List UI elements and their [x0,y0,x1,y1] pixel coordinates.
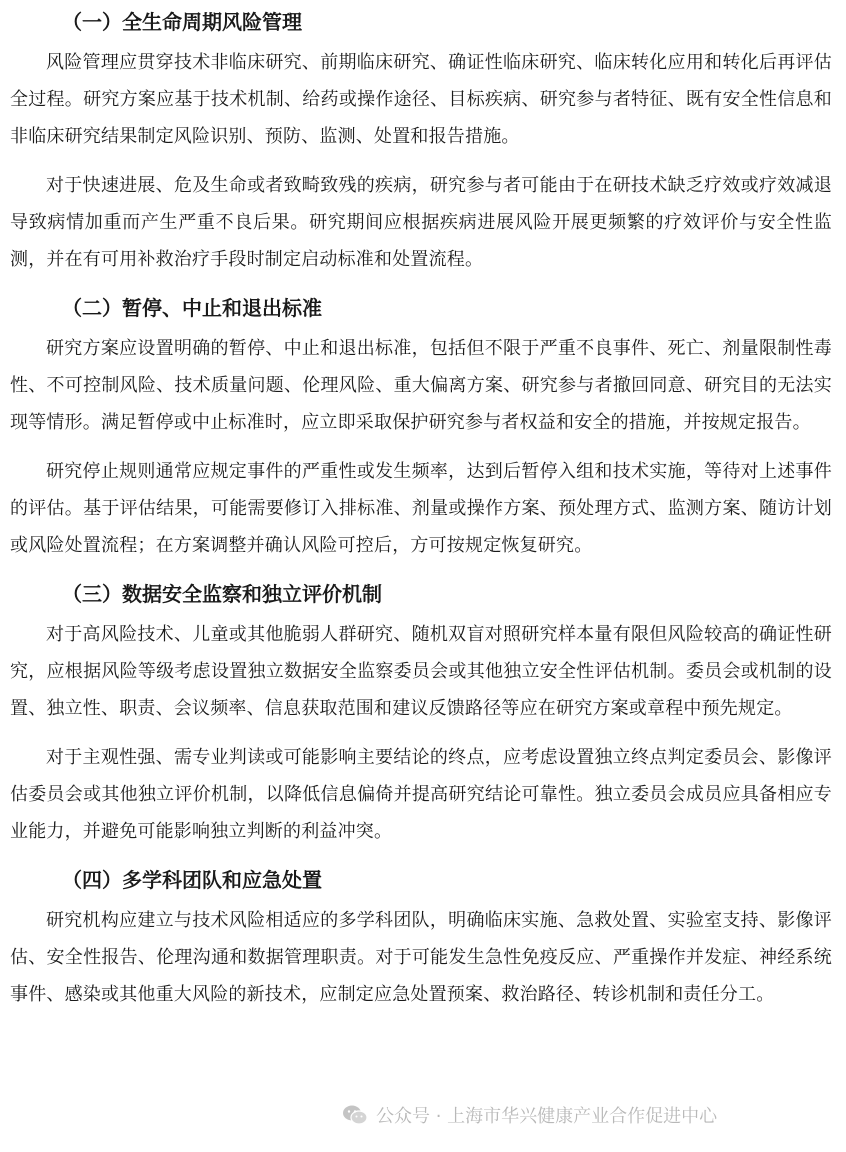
section-heading-1: （一）全生命周期风险管理 [62,10,302,34]
section-1-paragraph-1: 风险管理应贯穿技术非临床研究、前期临床研究、确证性临床研究、临床转化应用和转化后再评估全过程。研究方案应基于技术机制、给药或操作途径、目标疾病、研究参与者特征、既有安全性信息和非临床研究结果制定风险识别、预防、监测、处置和报告措施。 [10,52,832,147]
section-2-paragraph-1: 研究方案应设置明确的暂停、中止和退出标准，包括但不限于严重不良事件、死亡、剂量限制性毒性、不可控制风险、技术质量问题、伦理风险、重大偏离方案、研究参与者撤回同意、研究目的无法实现等情形。满足暂停或中止标准时，应立即采取保护研究参与者权益和安全的措施，并按规定报告。 [10,338,832,433]
section-3-paragraph-2: 对于主观性强、需专业判读或可能影响主要结论的终点，应考虑设置独立终点判定委员会、影像评估委员会或其他独立评价机制，以降低信息偏倚并提高研究结论可靠性。独立委员会成员应具备相应专业能力，并避免可能影响独立判断的利益冲突。 [10,747,832,842]
section-2-paragraph-2: 研究停止规则通常应规定事件的严重性或发生频率，达到后暂停入组和技术实施，等待对上述事件的评估。基于评估结果，可能需要修订入排标准、剂量或操作方案、预处理方式、监测方案、随访计划或风险处置流程；在方案调整并确认风险可控后，方可按规定恢复研究。 [10,461,832,556]
section-heading-3: （三）数据安全监察和独立评价机制 [62,582,382,606]
watermark-text: 公众号 · 上海市华兴健康产业合作促进中心 [376,1106,718,1127]
section-4-paragraph-1: 研究机构应建立与技术风险相适应的多学科团队，明确临床实施、急救处置、实验室支持、影像评估、安全性报告、伦理沟通和数据管理职责。对于可能发生急性免疫反应、严重操作并发症、神经系统事件、感染或其他重大风险的新技术，应制定应急处置预案、救治路径、转诊机制和责任分工。 [10,910,832,1005]
section-3-paragraph-1: 对于高风险技术、儿童或其他脆弱人群研究、随机双盲对照研究样本量有限但风险较高的确证性研究，应根据风险等级考虑设置独立数据安全监察委员会或其他独立安全性评估机制。委员会或机制的设置、独立性、职责、会议频率、信息获取范围和建议反馈路径等应在研究方案或章程中预先规定。 [10,624,832,719]
section-1-paragraph-2: 对于快速进展、危及生命或者致畸致残的疾病，研究参与者可能由于在研技术缺乏疗效或疗效减退导致病情加重而产生严重不良后果。研究期间应根据疾病进展风险开展更频繁的疗效评价与安全性监测，并在有可用补救治疗手段时制定启动标准和处置流程。 [10,175,832,270]
section-heading-4: （四）多学科团队和应急处置 [62,868,322,892]
section-heading-2: （二）暂停、中止和退出标准 [62,296,322,320]
